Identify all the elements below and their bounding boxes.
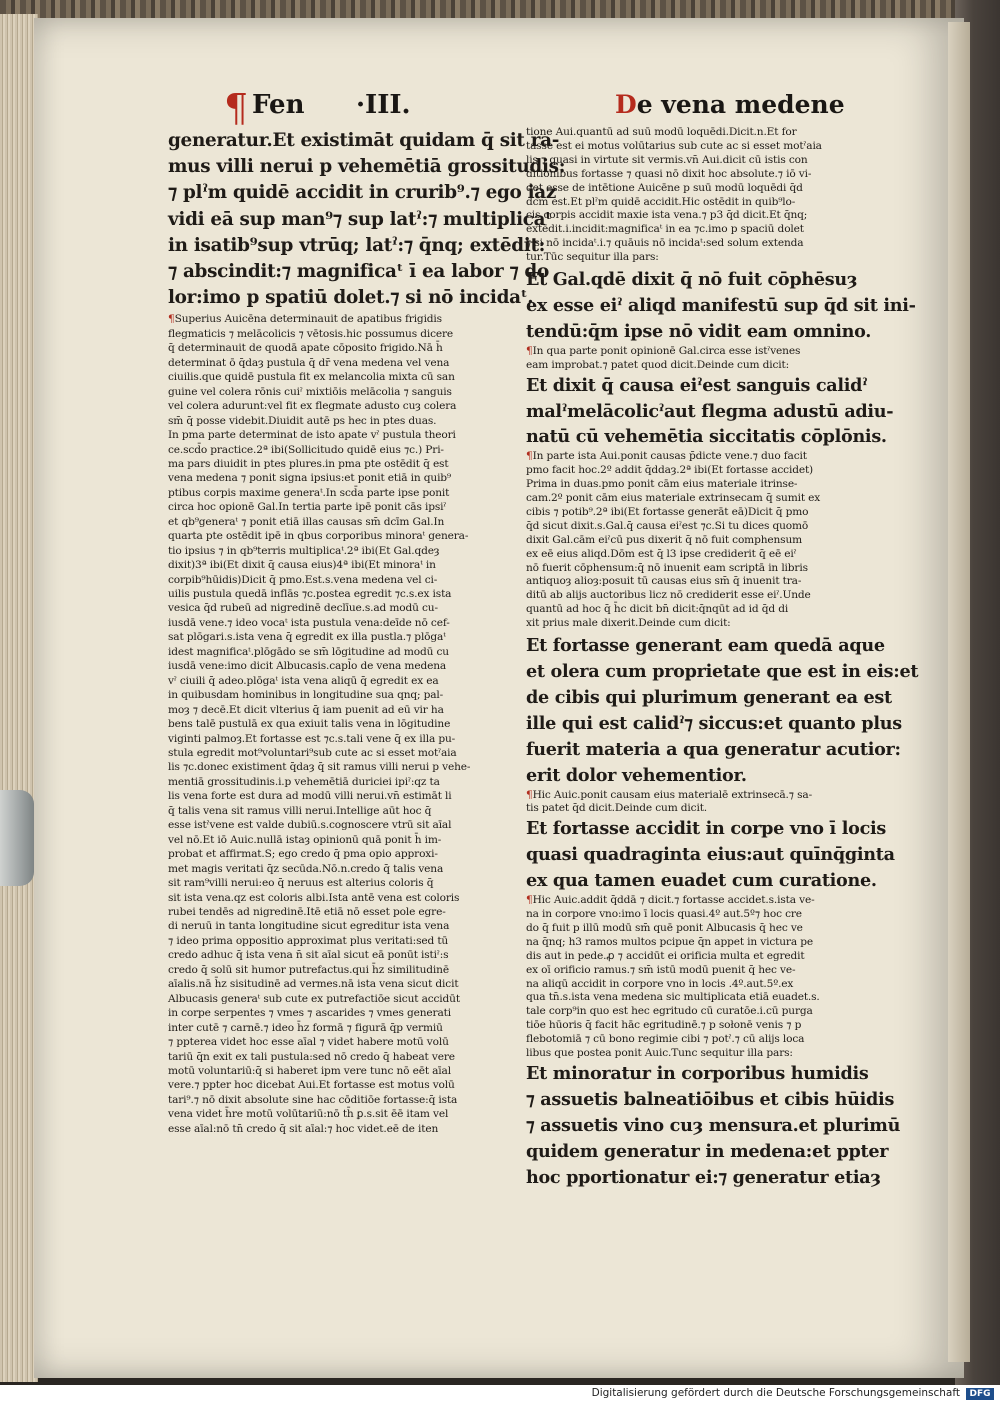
text-line: lor:imo p spatiū dolet.⁊ si nō incidaᵗ.: [168, 287, 534, 309]
text-line: ¶In qua parte ponit opinionē Gal.circa esse istˀvenes: [526, 344, 801, 357]
text-line: de cibis qui plurimum generant ea est: [526, 686, 892, 708]
text-line: in isatib⁹sup vtrūq; latˀ:⁊ q̄nq; extēdit:: [168, 234, 546, 256]
text-line: circa hoc opionē Gal.In tertia parte ipē ponit cās ipsiˀ: [168, 501, 447, 514]
right-column: [526, 126, 919, 1190]
commentary-block: [526, 789, 878, 817]
text-line: sit ista vena.qz est coloris albi.Ista antē vena est coloris: [168, 891, 460, 904]
text-line: do q̄ fuit p illū modū sm̄ quē ponit Albucasis q̄ hec ve: [526, 921, 803, 934]
fen-label: Fen: [252, 90, 305, 120]
text-line: ¶In parte ista Aui.ponit causas p̄dicte vene.⁊ duo facit: [526, 450, 807, 463]
text-line: in corpe serpentes ⁊ vmes ⁊ ascarides ⁊ vmes generati: [168, 1007, 451, 1020]
text-line: ex qua tamen euadet cum curatione.: [526, 870, 877, 892]
text-line: ⁊ pptereа videt hoc esse aīal ⁊ videt habere motū volū: [168, 1036, 449, 1049]
commentary-block: [526, 450, 878, 631]
text-line: bens talē pustulā ex qua exiuit talis vena in lōgitudine: [168, 718, 451, 731]
text-line: Et fortasse accidit in corpe vno ī locis: [526, 818, 886, 840]
commentary-block: [168, 312, 513, 1136]
paragraph-mark: ¶: [526, 450, 533, 463]
text-line: quasi quadraginta eius:aut quīnq̄ginta: [526, 844, 895, 866]
text-line: mus villi nerui p vehemētiā grossitudis:: [168, 156, 566, 178]
text-line: tis patet q̄d dicit.Deinde cum dicit.: [526, 802, 708, 815]
dfg-logo: DFG: [966, 1388, 994, 1400]
paragraph-mark: ¶: [526, 894, 533, 907]
text-line: flebotomiā ⁊ cū bono regimie cibi ⁊ potˀ.⁊ cū alijs loca: [526, 1033, 805, 1046]
page-stack-edge: [0, 14, 38, 1382]
text-line: cis corpis accidit maxie ista vena.⁊ p3 q̄d dicit.Et q̄nq;: [526, 209, 808, 222]
text-block-large: [526, 816, 895, 894]
text-line: lis ⁊c.donec existiment q̄daȝ q̄ sit ramus villi nerui p vehe-: [168, 761, 471, 774]
book-clip: [0, 790, 34, 886]
text-line: tari⁹.⁊ nō dixit absolute sine hac cōditiōe fortasse:q̄ ista: [168, 1093, 458, 1106]
text-line: ma pars diuidit in ptes plures.in pma pte ostēdit q̄ est: [168, 457, 449, 470]
text-line: aīalis.nā h̄z sisitudinē ad vermes.nā ista vena sicut dicit: [168, 978, 459, 991]
text-line: ⁊ assuetis balneatiōibus et cibis hūidis: [526, 1088, 895, 1110]
text-line: ex eē eius aliqd.Dōm est q̄ l3 ipse crediderit q̄ eē eiˀ: [526, 547, 797, 560]
text-line: ce.scd̄o practice.2ª ibi(Sollicitudo quidē eius ⁊c.) Pri-: [168, 443, 444, 456]
text-line: libus que postea ponit Auic.Tunc sequitur illa pars:: [526, 1047, 793, 1060]
running-header: [0, 88, 1000, 128]
text-line: di neruū in tanta longitudine sicut egreditur ista vena: [168, 920, 450, 933]
text-line: antiquoȝ alioȝ:posuit tū causas eius sm̄ q̄ inuenit tra-: [526, 575, 802, 588]
text-line: ⁊ assuetis vino cuȝ mensura.et plurimū: [526, 1114, 901, 1136]
text-line: ptibus corpis maxime generaᵗ.In scd̄a parte ipse ponit: [168, 486, 450, 499]
text-line: qua tn̄.s.ista vena medena sic multiplicata etiā euadet.s.: [526, 991, 820, 1004]
text-line: iusdā vene.⁊ ideo vocaᵗ ista pustula vena:deīde nō cef-: [168, 616, 450, 629]
text-block-large: [526, 373, 894, 451]
text-line: Et fortasse generant eam quedā aque: [526, 635, 885, 657]
text-line: Albucasis generaᵗ sub cute ex putrefactiōe sicut accidūt: [168, 992, 460, 1005]
text-line: quantū ad hoc q̄ h̄c dicit bn̄ dicit:q̄nqūt ad id q̄d di: [526, 603, 789, 616]
text-line: vel colera adurunt:vel fit ex flegmate adusto cuȝ colera: [168, 400, 457, 413]
text-line: vena videt h̄re motū volūtariū:nō th̄ ꝑ.s.sit ēē itam vel: [168, 1108, 449, 1121]
text-line: na q̄nq; h3 ramos multos pcipue q̄n appet in victura pe: [526, 935, 813, 948]
text-line: ¶Hic Auic.ponit causam eius materialē extrinsecā.⁊ sa-: [526, 788, 812, 801]
text-line: dcm̄ est.Et plˀm quidē accidit.Hic ostēdit in quib⁹lo-: [526, 195, 796, 208]
text-line: malˀmelācolicˀaut flegma adustū adiu-: [526, 400, 894, 422]
text-line: ⁊ ideo prima oppositio approximat plus veritati:sed tū: [168, 934, 449, 947]
text-block-large: [526, 267, 916, 345]
text-line: q̄ talis vena sit ramus villi nerui.Intellige aūt hoc q̄: [168, 804, 432, 817]
text-line: lis ⁊ quasi in virtute sit vermis.vn̄ Aui.dicit cū istis con: [526, 153, 808, 166]
text-line: guine vel colera rōnis cuiˀ mixtiōis melācolia ⁊ sanguis: [168, 385, 452, 398]
text-line: sat plōgari.s.ista vena q̄ egredit ex illa pustla.⁊ plōgaᵗ: [168, 631, 446, 644]
text-line: Et minoratur in corporibus humidis: [526, 1062, 869, 1084]
text-line: ditū ab alijs auctoribus licz nō crediderit esse eiˀ.Unde: [526, 589, 811, 602]
text-line: vena medena ⁊ ponit signa ipsius:et ponit etiā in quib⁹: [168, 472, 452, 485]
text-line: generatur.Et existimāt quidam q̄ sit ra-: [168, 130, 560, 151]
text-line: ex oī orificio ramus.⁊ sm̄ istū modū puenit q̄ hec ve-: [526, 963, 796, 976]
text-line: vidi eā sup man⁹⁊ sup latˀ:⁊ multiplicaᵗ: [168, 208, 552, 230]
paragraph-mark: ¶: [526, 788, 533, 801]
text-line: ¶Superius Auicēna determinauit de apatibus frigidis: [168, 313, 442, 326]
text-line: inter cutē ⁊ carnē.⁊ ideo h̄z formā ⁊ figurā q̄p vermiū: [168, 1021, 443, 1034]
text-line: et qb⁹generaᵗ ⁊ ponit etiā illas causas sm̄ dcīm Gal.In: [168, 515, 445, 528]
left-column: [168, 128, 566, 1136]
text-line: extēdit.i.incidit:magnificaᵗ in ea ⁊c.imo p spaciū dolet: [526, 223, 804, 236]
text-line: eam improbat.⁊ patet quod dicit.Deinde cum dicit:: [526, 358, 790, 371]
paragraph-mark: ¶: [526, 344, 533, 357]
text-line: dixit Gal.cām eiˀcū pus dixerit q̄ nō fuit comphensum: [526, 533, 803, 546]
text-line: in quibusdam hominibus in longitudine sua qnq; pal-: [168, 689, 444, 702]
text-line: vere.⁊ ppter hoc dicebat Aui.Et fortasse est motus volū: [168, 1079, 455, 1092]
text-line: ⁊ si nō incidaᵗ.i.⁊ quāuis nō incidaᵗ:sed solum extenda: [526, 237, 804, 250]
text-line: In pma parte determinat de isto apate vˀ pustula theori: [168, 429, 456, 442]
text-line: flegmaticis ⁊ melācolicis ⁊ vētosis.hic possumus dicere: [168, 327, 454, 340]
text-line: cibis ⁊ potib⁹.2ª ibi(Et fortasse generāt eā)Dicit q̄ pmo: [526, 505, 809, 518]
paragraph-mark: ¶: [168, 313, 175, 326]
text-line: probat et affirmat.S; ego credo q̄ pma opio approxi-: [168, 848, 438, 861]
text-line: sm̄ q̄ posse videbit.Diuidit autē ps hec in ptes duas.: [168, 414, 437, 427]
text-line: esse istˀvene est valde dubiū.s.cognoscere vtrū sit aīal: [168, 819, 452, 832]
commentary-block: [526, 126, 878, 265]
text-line: stula egredit mot⁹voluntari⁹sub cute ac si esset motˀaia: [168, 747, 457, 760]
running-head-text: e vena medene: [636, 90, 845, 119]
text-line: nō fuerit cōphensum:q̄ nō inuenit eam scriptā in libris: [526, 561, 808, 574]
text-line: na in corpore vno:imo ī locis quasi.4º aut.5º⁊ hoc cre: [526, 907, 802, 920]
text-line: dis aut in pede.ꝓ ⁊ accidūt ei orificia multa et egredit: [526, 949, 805, 962]
text-line: tasse est ei motus volūtarius sub cute ac si esset motˀaia: [526, 139, 822, 152]
text-line: erit dolor vehementior.: [526, 764, 747, 786]
text-line: xit prius male dixerit.Deinde cum dicit:: [526, 617, 731, 630]
text-line: rubei tendēs ad nigredinē.Itē etiā nō esset pole egre-: [168, 906, 446, 918]
text-line: uilis pustula quedā inflās ⁊c.postea egredit ⁊c.s.ex ista: [168, 588, 452, 601]
text-line: q̄ determinauit de quodā apate cōposito frigido.Nā h̄: [168, 342, 443, 355]
text-line: tiōe hūoris q̄ facit hāc egritudinē.⁊ p sołonē venis ⁊ p: [526, 1019, 802, 1032]
text-line: moȝ ⁊ decē.Et dicit vlterius q̄ iam puenit ad eū vir ha: [168, 703, 444, 716]
text-line: esse aīal:nō tn̄ credo q̄ sit aīal:⁊ hoc videt.eē de iten: [168, 1122, 439, 1135]
text-line: ille qui est calidˀ⁊ siccus:et quanto plus: [526, 712, 902, 734]
text-line: viginti palmoȝ.Et fortasse est ⁊c.s.tali vene q̄ ex illa pu-: [168, 732, 456, 745]
text-line: q̄d sicut dixit.s.Gal.q̄ causa eiˀest ⁊c.Si tu dices quomō: [526, 519, 809, 532]
running-head-title: [615, 90, 845, 119]
text-line: quarta pte ostēdit ipē in qbus corporibus minoraᵗ genera-: [168, 530, 469, 543]
commentary-block: [526, 894, 878, 1061]
text-line: natū cū vehemētia siccitatis cōplōnis.: [526, 426, 887, 448]
text-block-large: [526, 633, 919, 788]
text-line: ciuilis.que quidē pustula fit ex melancolia mixta cū san: [168, 371, 455, 384]
text-line: et olera cum proprietate que est in eis:et: [526, 661, 919, 682]
text-line: ⁊ plˀm quidē accidit in crurib⁹.⁊ ego iaz: [168, 182, 557, 204]
text-line: ditionibus fortasse ⁊ quasi nō dixit hoc absolute.⁊ iō vi-: [526, 167, 812, 180]
text-line: tendū:q̄m ipse nō vidit eam omnino.: [526, 320, 872, 342]
text-line: quidem generatur in medena:et ppter: [526, 1140, 889, 1162]
text-line: pmo facit hoc.2º addit q̄ddaȝ.2ª ibi(Et fortasse accidet): [526, 464, 814, 477]
text-line: tio ipsius ⁊ in qb⁹terris multiplicaᵗ.2ª ibi(Et Gal.qdeȝ: [168, 544, 440, 557]
text-line: determinat ō q̄daȝ pustula q̄ dr̄ vena medena vel vena: [168, 356, 450, 369]
running-head-initial: D: [615, 90, 637, 119]
text-block-large: [526, 1061, 901, 1191]
text-line: sit ram⁹villi nerui:eo q̄ neruus est alterius coloris q̄: [168, 877, 434, 890]
text-line: mentiā grossitudinis.i.p vehemētiā duriciei ipiˀ:qz ta: [168, 775, 440, 788]
facing-page-edge: [948, 22, 970, 1362]
funding-credit: Digitalisierung gefördert durch die Deutsche Forschungsgemeinschaft: [591, 1387, 960, 1399]
text-line: dixit)3ª ibi(Et dixit q̄ causa eius)4ª ibi(Et minoraᵗ in: [168, 559, 436, 572]
text-line: Prima in duas.pmo ponit cām eius materiale itrinse-: [526, 478, 798, 491]
text-line: hoc pportionatur ei:⁊ generatur etiaȝ: [526, 1166, 881, 1188]
text-line: tale corp⁹in quo est hec egritudo cū curatōe.i.cū purga: [526, 1005, 813, 1018]
text-line: ex esse eiˀ aliqd manifestū sup q̄d sit ini-: [526, 294, 916, 316]
text-line: credo adhuc q̄ ista vena n̄ sit aīal sicut eā ponūt istiˀ:s: [168, 949, 449, 962]
text-line: na aliqū accidit in corpore vno in locis .4º.aut.5º.ex: [526, 977, 794, 990]
text-line: det esse de intētione Auicēne p suū modū loquēdi q̄d: [526, 181, 803, 194]
text-line: Et dixit q̄ causa eiˀest sanguis calidˀ: [526, 374, 868, 396]
text-line: met magis veritati q̄z secūda.Nō.n.credo q̄ talis vena: [168, 862, 444, 875]
text-line: lis vena forte est dura ad modū villi nerui.vn̄ estimāt li: [168, 790, 452, 803]
footer-bar: [0, 1385, 1000, 1403]
text-line: vesica q̄d rubeū ad nigredinē declīue.s.ad modū cu-: [168, 602, 438, 615]
text-line: corpib⁹hūidis)Dicit q̄ pmo.Est.s.vena medena vel ci-: [168, 573, 438, 586]
text-block-large: [168, 128, 566, 311]
text-line: iusdā vene:imo dicit Albucasis.capl̄o de vena medena: [168, 660, 447, 673]
text-line: tur.Tūc sequitur illa pars:: [526, 251, 659, 264]
text-line: Et Gal.qdē dixit q̄ nō fuit cōphēsuȝ: [526, 269, 858, 291]
commentary-block: [526, 345, 878, 373]
text-line: tariū q̄n exit ex tali pustula:sed nō credo q̄ habeat vere: [168, 1050, 455, 1063]
text-line: fuerit materia a qua generatur acutior:: [526, 738, 901, 760]
text-line: vˀ ciuili q̄ adeo.plōgaᵗ ista vena aliqū q̄ egredit ex ea: [168, 674, 439, 687]
text-line: credo q̄ solū sit humor putrefactus.qui h̄z similitudinē: [168, 963, 449, 976]
text-line: tione Aui.quantū ad suū modū loquēdi.Dicit.n.Et for: [526, 126, 797, 138]
text-line: motū voluntariū:q̄ si haberet ipm vere tunc nō eēt aīal: [168, 1064, 451, 1077]
text-line: ¶Hic Auic.addit q̄ddā ⁊ dicit.⁊ fortasse accidet.s.ista ve-: [526, 894, 815, 907]
folio-number: ·III.: [356, 90, 411, 120]
pilcrow-mark: ¶: [224, 86, 249, 130]
text-line: vel nō.Et iō Auic.nullā istaȝ opinionū quā ponit h̄ im-: [168, 833, 442, 846]
text-line: idest magnificaᵗ.plōgādo se sm̄ lōgitudine ad modū cu: [168, 645, 449, 658]
text-line: ⁊ abscindit:⁊ magnificaᵗ ī ea labor ⁊ do: [168, 261, 549, 283]
text-line: cam.2º ponit cām eius materiale extrinsecam q̄ sumit ex: [526, 492, 821, 505]
